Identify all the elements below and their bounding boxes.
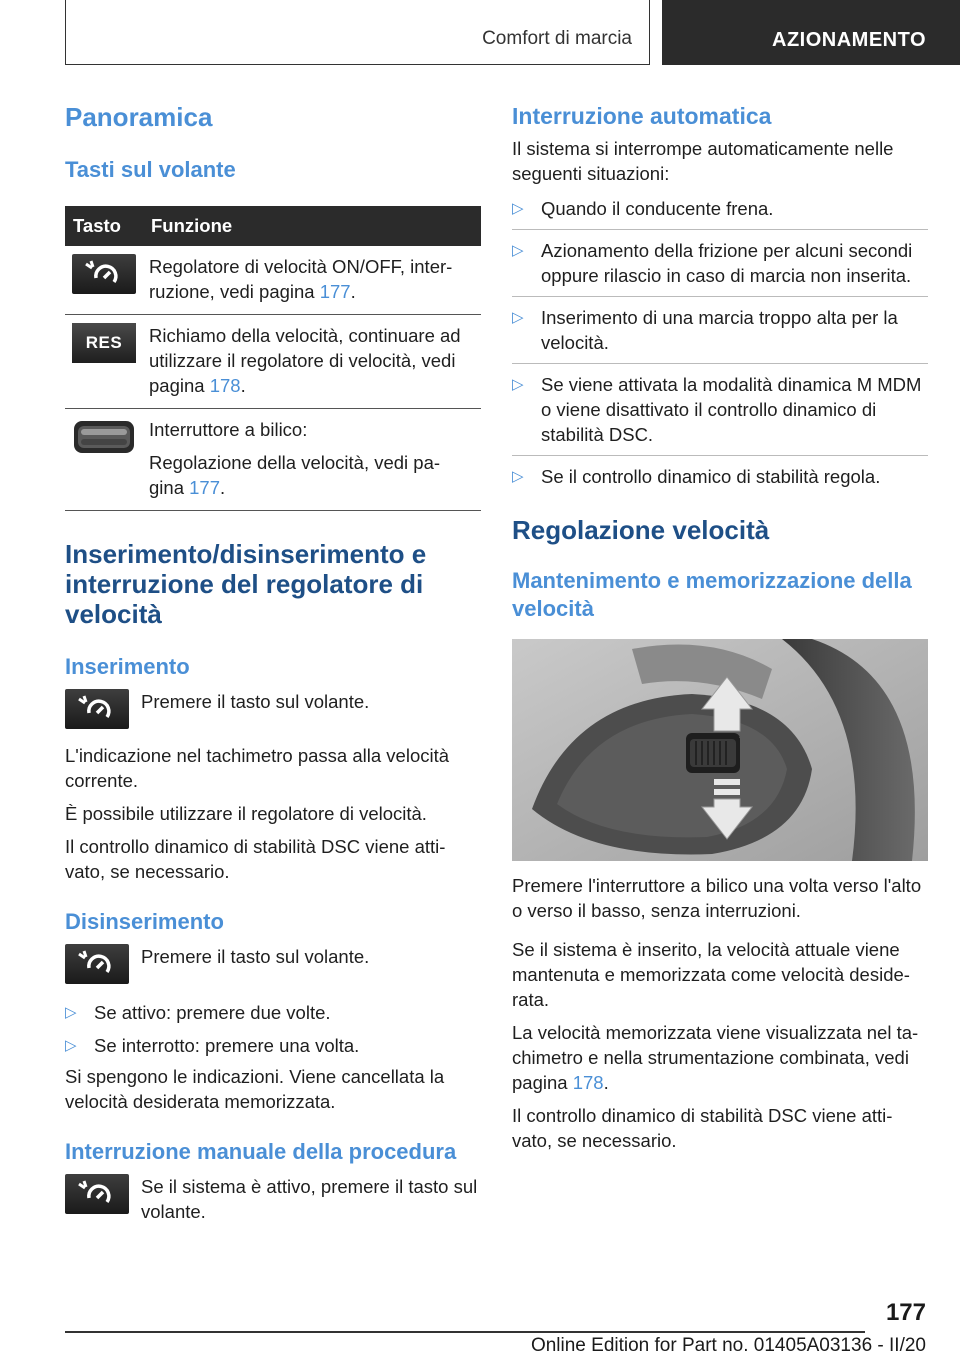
- footer-rule: [65, 1331, 865, 1333]
- heading-maintain-speed: Mantenimento e memorizzazione della velocità: [512, 568, 912, 621]
- triangle-bullet-icon: ▷: [512, 376, 524, 393]
- memorize-p3: La velocità memorizzata viene visualizzata nel ta‐chimetro e nella strumentazione combinata, vedi pagina 178.: [512, 1022, 919, 1093]
- cruise-control-onoff-icon: [72, 254, 136, 294]
- deactivation-text: Premere il tasto sul volante.: [141, 946, 370, 967]
- activation-p2: È possibile utilizzare il regolatore di velocità.: [65, 803, 427, 824]
- header-chapter-label: AZIONAMENTO: [772, 29, 927, 51]
- manual-instruction: [65, 1174, 481, 1224]
- activation-instruction: [65, 689, 481, 729]
- cruise-control-onoff-icon: [65, 944, 129, 984]
- deactivation-p: Si spengono le indicazioni. Viene cancellata la velocità desiderata memorizzata.: [65, 1066, 445, 1112]
- triangle-bullet-icon: ▷: [65, 1004, 77, 1021]
- list-item: ▷ Inserimento di una marcia troppo alta per la velocità.: [512, 305, 928, 364]
- table-header-function: Funzione: [143, 206, 481, 246]
- header-section-title: Comfort di marcia: [482, 28, 632, 49]
- heading-onoff: Inserimento/disinserimento e interruzione del regolatore di velocità: [65, 539, 427, 629]
- heading-activation: Inserimento: [65, 654, 190, 679]
- rocker-instruction: Premere l'interruttore a bilico una volta verso l'alto o verso il basso, senza interruzioni.: [512, 875, 922, 921]
- row-3-text-a: Interruttore a bilico:: [149, 419, 308, 440]
- table-row: [65, 246, 481, 315]
- activation-p3: Il controllo dinamico di stabilità DSC viene atti‐vato, se necessario.: [65, 836, 446, 882]
- triangle-bullet-icon: ▷: [512, 309, 524, 326]
- right-column: [512, 100, 928, 1153]
- steering-wheel-rocker-photo: [512, 639, 928, 861]
- heading-deactivation: Disinserimento: [65, 909, 224, 934]
- row-1-text: Regolatore di velocità ON/OFF, inter‐ruzione, vedi pagina 177.: [149, 256, 453, 302]
- heading-auto-interruption: Interruzione automatica: [512, 103, 772, 129]
- header-chapter-tab: [662, 0, 960, 65]
- edition-note: Online Edition for Part no. 01405A03136 - II/20: [530, 1335, 926, 1356]
- deactivation-list: [65, 1000, 481, 1058]
- triangle-bullet-icon: ▷: [512, 242, 524, 259]
- cruise-control-onoff-icon: [65, 689, 129, 729]
- triangle-bullet-icon: ▷: [512, 468, 524, 485]
- page-link[interactable]: 178: [572, 1072, 604, 1093]
- memorize-p2: Se il sistema è inserito, la velocità attuale viene mantenuta e memorizzata come velocità deside‐rata.: [512, 939, 910, 1010]
- list-item: ▷ Se viene attivata la modalità dinamica M MDM o viene disattivato il controllo dinamico di stabilità DSC.: [512, 372, 928, 456]
- page-link[interactable]: 177: [189, 477, 220, 498]
- page-number: 177: [885, 1299, 926, 1326]
- page-link[interactable]: 177: [319, 281, 351, 302]
- triangle-bullet-icon: ▷: [65, 1037, 77, 1054]
- list-item: ▷ Quando il conducente frena.: [512, 196, 928, 230]
- list-item: ▷ Se attivo: premere due volte.: [65, 1002, 331, 1023]
- cruise-control-onoff-icon: [65, 1174, 129, 1214]
- list-item: ▷ Se interrotto: premere una volta.: [65, 1035, 360, 1056]
- heading-overview: Panoramica: [65, 102, 213, 132]
- list-item: ▷ Azionamento della frizione per alcuni secondi oppure rilascio in caso di marcia non inserita.: [512, 238, 928, 297]
- activation-p1: L'indicazione nel tachimetro passa alla velocità corrente.: [65, 745, 450, 791]
- table-header-key: Tasto: [65, 206, 143, 246]
- heading-manual-interruption: Interruzione manuale della procedura: [65, 1139, 457, 1164]
- table-row: [65, 409, 481, 511]
- row-3-text-b: Regolazione della velocità, vedi pa‐gina 177.: [149, 452, 441, 498]
- heading-steering-keys: Tasti sul volante: [65, 157, 236, 182]
- auto-list: [512, 196, 928, 497]
- auto-intro: Il sistema si interrompe automaticamente nelle seguenti situazioni:: [512, 138, 894, 184]
- heading-speed-regulation: Regolazione velocità: [512, 515, 770, 545]
- keys-table: [65, 206, 481, 511]
- triangle-bullet-icon: ▷: [512, 200, 524, 217]
- deactivation-instruction: [65, 944, 481, 984]
- memorize-p4: Il controllo dinamico di stabilità DSC viene atti‐vato, se necessario.: [512, 1105, 893, 1151]
- page-header: [0, 0, 960, 66]
- page-link[interactable]: 178: [209, 375, 241, 396]
- row-2-text: Richiamo della velocità, continuare ad utilizzare il regolatore di velocità, vedi pagina 178.: [149, 325, 461, 396]
- table-row: [65, 315, 481, 409]
- list-item: ▷ Se il controllo dinamico di stabilità regola.: [512, 466, 881, 487]
- manual-text: Se il sistema è attivo, premere il tasto sul volante.: [141, 1176, 478, 1222]
- activation-text: Premere il tasto sul volante.: [141, 691, 370, 712]
- left-column: [65, 100, 481, 1224]
- res-key-icon: RES: [72, 323, 136, 363]
- rocker-switch-icon: [72, 417, 136, 457]
